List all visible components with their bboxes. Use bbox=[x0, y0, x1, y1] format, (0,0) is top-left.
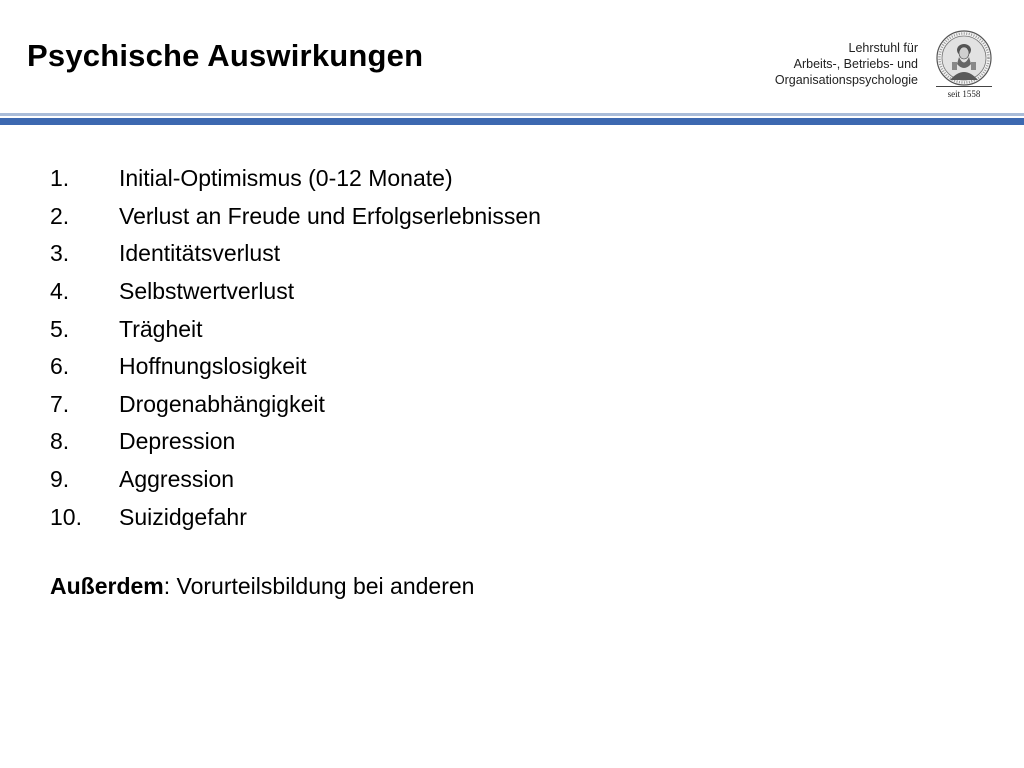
list-item bbox=[50, 348, 541, 386]
additional-note bbox=[50, 573, 474, 600]
chair-name bbox=[775, 40, 918, 88]
header-rule-thick bbox=[0, 118, 1024, 125]
item-number: 5. bbox=[50, 315, 70, 342]
chair-line-3: Organisationspsychologie bbox=[774, 73, 918, 87]
item-text: Drogenabhängigkeit bbox=[119, 390, 325, 417]
item-number: 1. bbox=[50, 165, 70, 192]
item-text: Identitätsverlust bbox=[119, 240, 281, 267]
item-text: Initial-Optimismus (0-12 Monate) bbox=[119, 165, 453, 192]
list-item bbox=[50, 498, 541, 536]
item-number: 6. bbox=[50, 353, 70, 380]
list-item bbox=[50, 198, 541, 236]
list-item bbox=[50, 461, 541, 499]
item-text: Suizidgefahr bbox=[119, 503, 247, 530]
item-number: 7. bbox=[50, 390, 70, 417]
university-seal-icon bbox=[936, 18, 992, 100]
list-item bbox=[50, 310, 541, 348]
item-number: 4. bbox=[50, 278, 70, 305]
chair-line-2: Arbeits-, Betriebs- und bbox=[793, 57, 918, 71]
header-rule-thin bbox=[0, 113, 1024, 116]
list-item bbox=[50, 386, 541, 424]
list-item bbox=[50, 235, 541, 273]
item-number: 3. bbox=[50, 240, 70, 267]
item-number: 10. bbox=[50, 503, 82, 530]
chair-line-1: Lehrstuhl für bbox=[848, 41, 918, 55]
item-text: Selbstwertverlust bbox=[119, 278, 295, 305]
page-title: Psychische Auswirkungen bbox=[27, 38, 424, 73]
list-item bbox=[50, 160, 541, 198]
seal-caption: seit 1558 bbox=[947, 89, 981, 99]
additional-note-label: Außerdem bbox=[50, 573, 164, 599]
item-number: 8. bbox=[50, 428, 70, 455]
item-text: Verlust an Freude und Erfolgserlebnissen bbox=[119, 202, 541, 229]
effects-list bbox=[50, 160, 541, 536]
list-item bbox=[50, 273, 541, 311]
item-text: Depression bbox=[119, 428, 236, 455]
item-number: 9. bbox=[50, 466, 70, 493]
item-text: Aggression bbox=[119, 466, 235, 493]
additional-note-text: : Vorurteilsbildung bei anderen bbox=[163, 573, 475, 599]
seal-divider bbox=[936, 86, 992, 87]
list-item bbox=[50, 423, 541, 461]
item-number: 2. bbox=[50, 202, 70, 229]
item-text: Hoffnungslosigkeit bbox=[119, 353, 307, 380]
item-text: Trägheit bbox=[119, 315, 203, 342]
